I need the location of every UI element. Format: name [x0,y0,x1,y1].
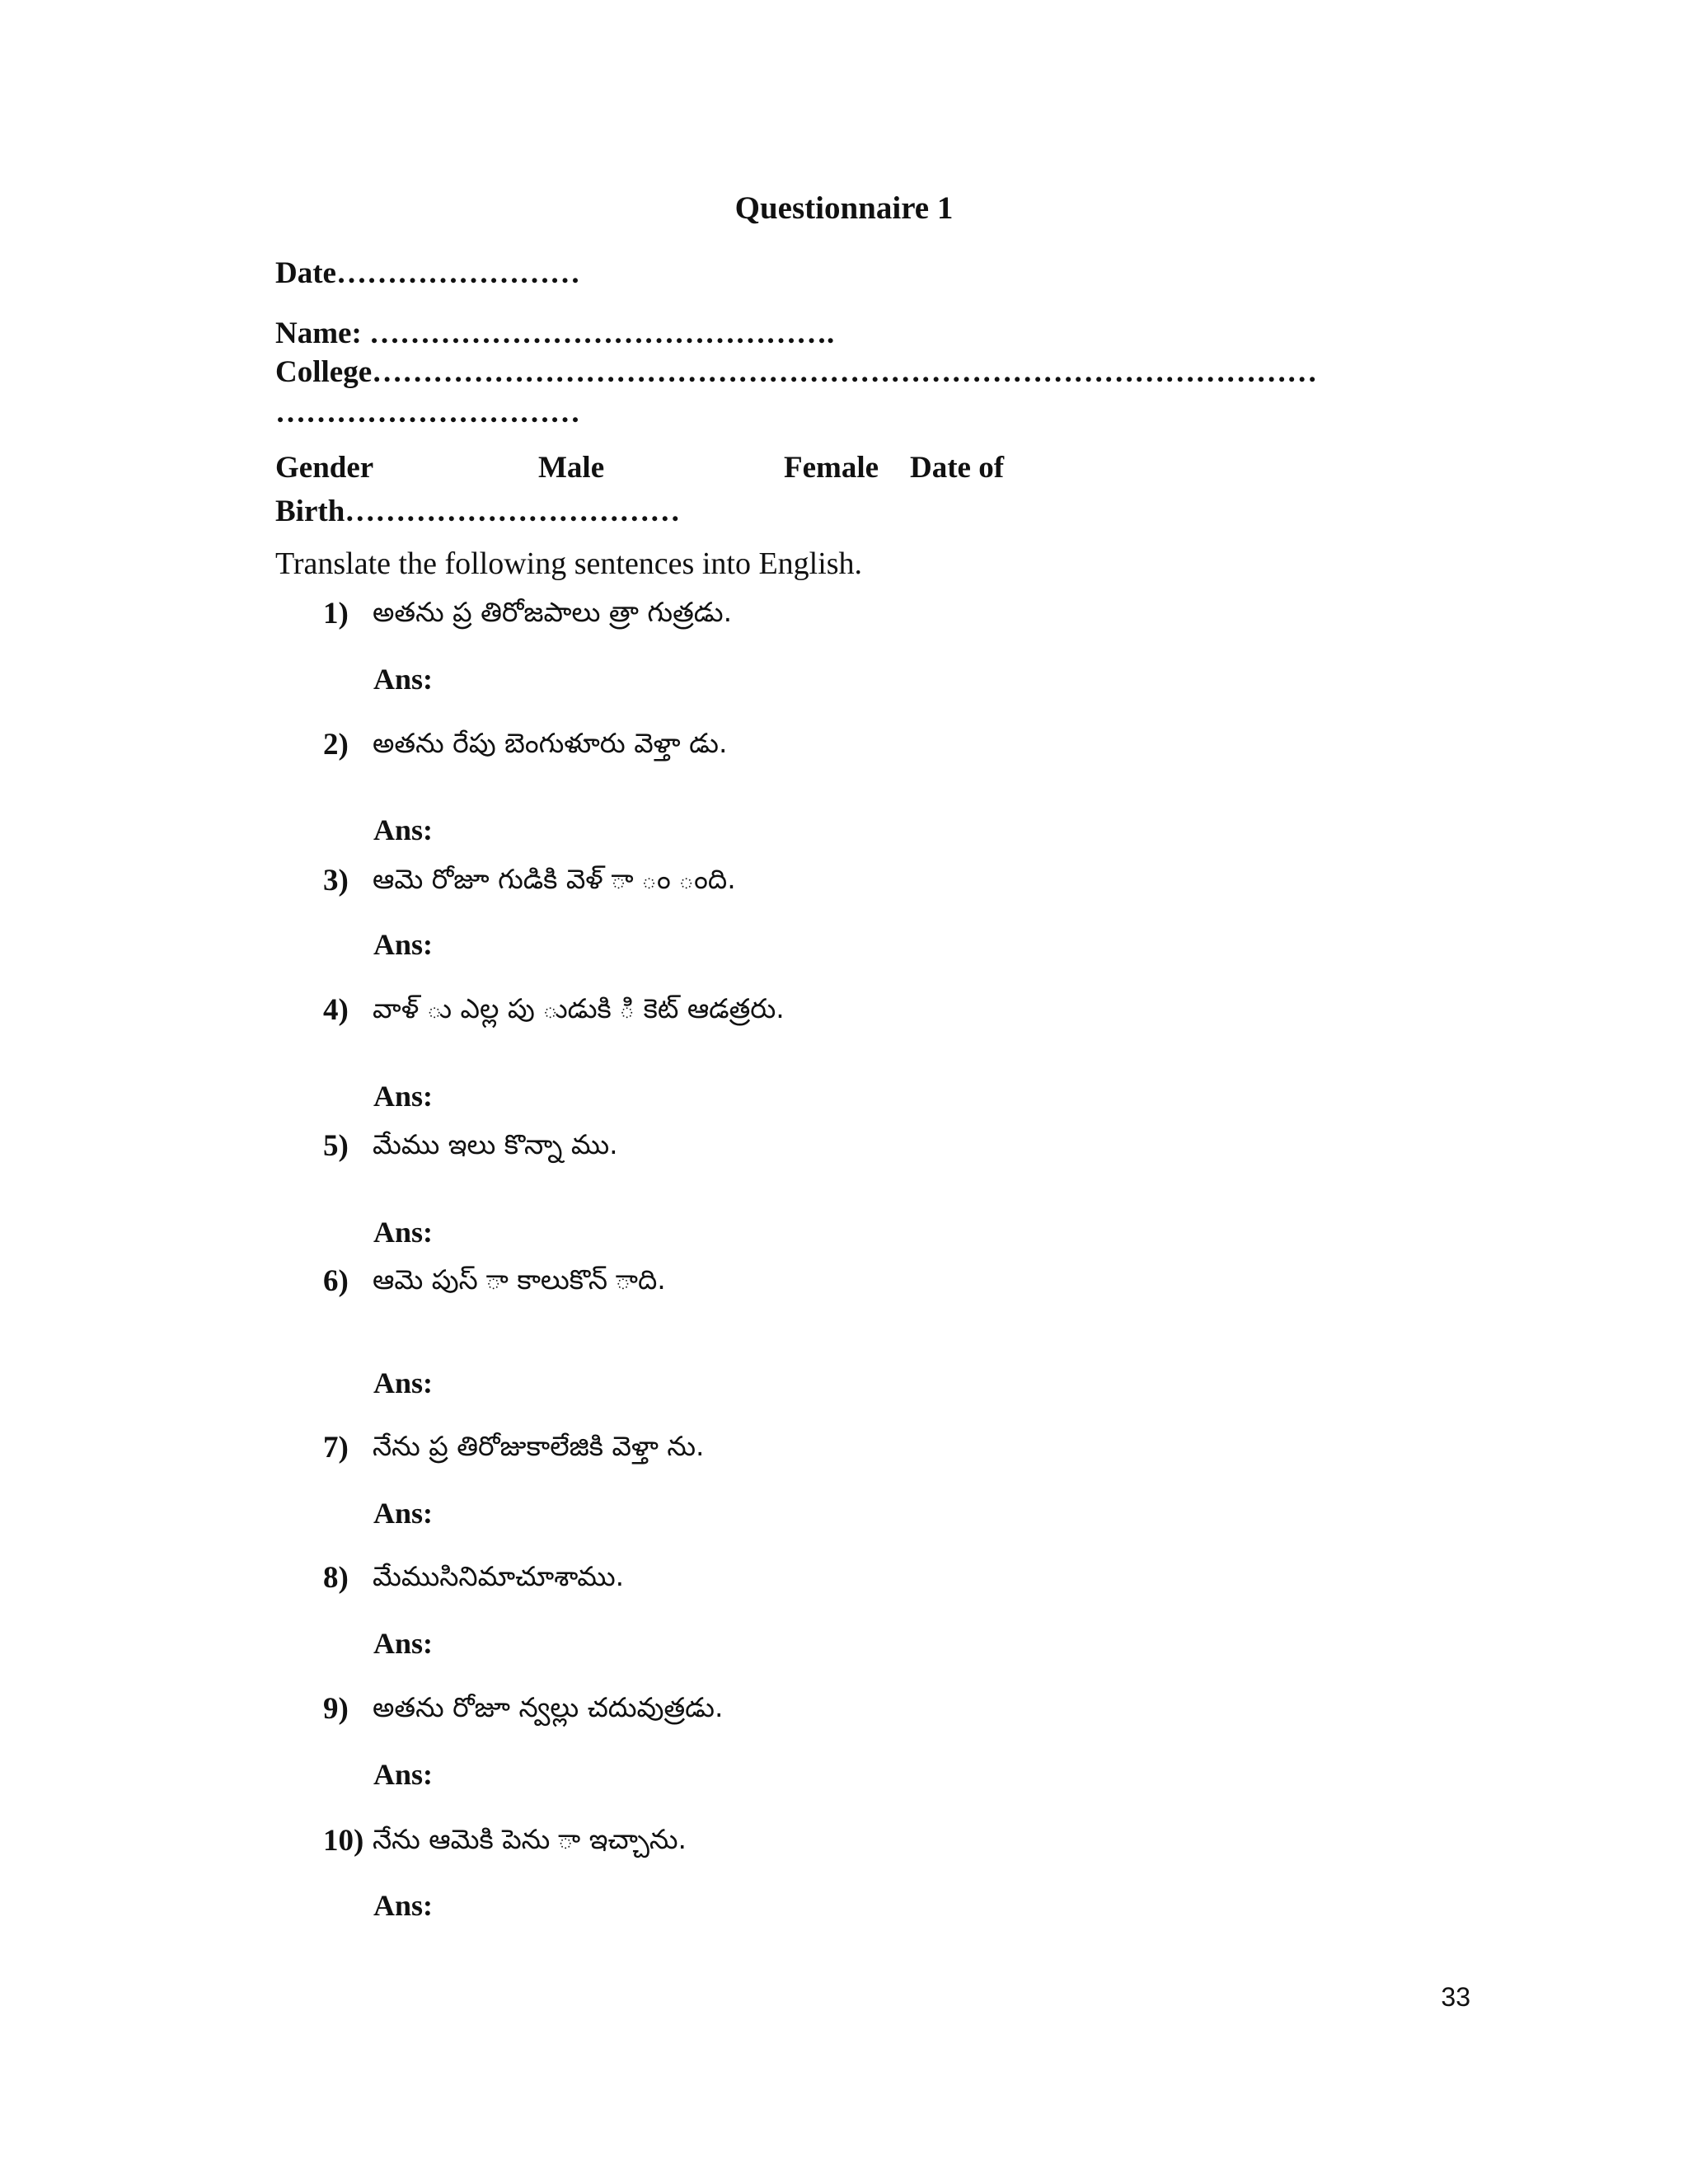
answer-label: Ans: [373,928,434,961]
question-text: ఆమె పుస్ ా కాలుకొన్ ాది. [373,1263,666,1296]
question-text: వాళ్ ు ఎల్ల పు ుడుకి ి కెట్ ఆడత్రరు. [373,992,785,1024]
answer-label: Ans: [373,1889,434,1922]
question-number: 5) [323,1129,349,1163]
name-field: Name: ………………………………………. [275,316,835,350]
date-field: Date…………………… [275,256,580,290]
instruction-text: Translate the following sentences into English. [275,546,863,581]
answer-label: Ans: [373,1080,434,1113]
question-text: ఆమె రోజూ గుడికి వెళ్ ా ం ంది. [373,863,736,895]
question-text: అతను రోజూ న్వల్లు చదువుత్రడు. [373,1691,724,1723]
answer-label: Ans: [373,1366,434,1399]
question-number: 7) [323,1431,349,1465]
question-number: 9) [323,1692,349,1726]
answer-label: Ans: [373,1758,434,1791]
question-text: నేను ఆమెకి పెను ా ఇచ్చాను. [373,1823,687,1855]
question-number: 2) [323,728,349,762]
question-number: 3) [323,864,349,898]
answer-label: Ans: [373,1627,434,1660]
question-number: 4) [323,993,349,1027]
gender-option-male: Male [538,451,605,485]
answer-label: Ans: [373,1216,434,1249]
question-number: 10) [323,1824,364,1858]
question-number: 6) [323,1264,349,1298]
college-field: College………………………………………………………………………………… [275,355,1318,389]
date-of-birth-label: Date of [910,451,1005,485]
college-field-continuation: ………………………… [275,396,580,429]
gender-option-female: Female [784,451,879,485]
question-number: 8) [323,1561,349,1595]
question-text: నేను ప్ర తిరోజుకాలేజికి వెళ్తా ను. [373,1430,705,1462]
question-text: అతను రేపు బెంగుళూరు వెళ్తా డు. [373,727,728,759]
page-number: 33 [1441,1982,1470,2012]
answer-label: Ans: [373,813,434,846]
question-number: 1) [323,597,349,630]
gender-label: Gender [275,451,374,485]
page-title: Questionnaire 1 [734,190,954,226]
question-text: మేముసినిమాచూశాము. [373,1560,625,1592]
question-text: మేము ఇలు కొన్నా ము. [373,1128,618,1160]
question-text: అతను ప్ర తిరోజపాలు త్రా గుత్రడు. [373,596,733,628]
answer-label: Ans: [373,1497,434,1530]
answer-label: Ans: [373,663,434,696]
birth-field: Birth…………………………… [275,494,681,528]
